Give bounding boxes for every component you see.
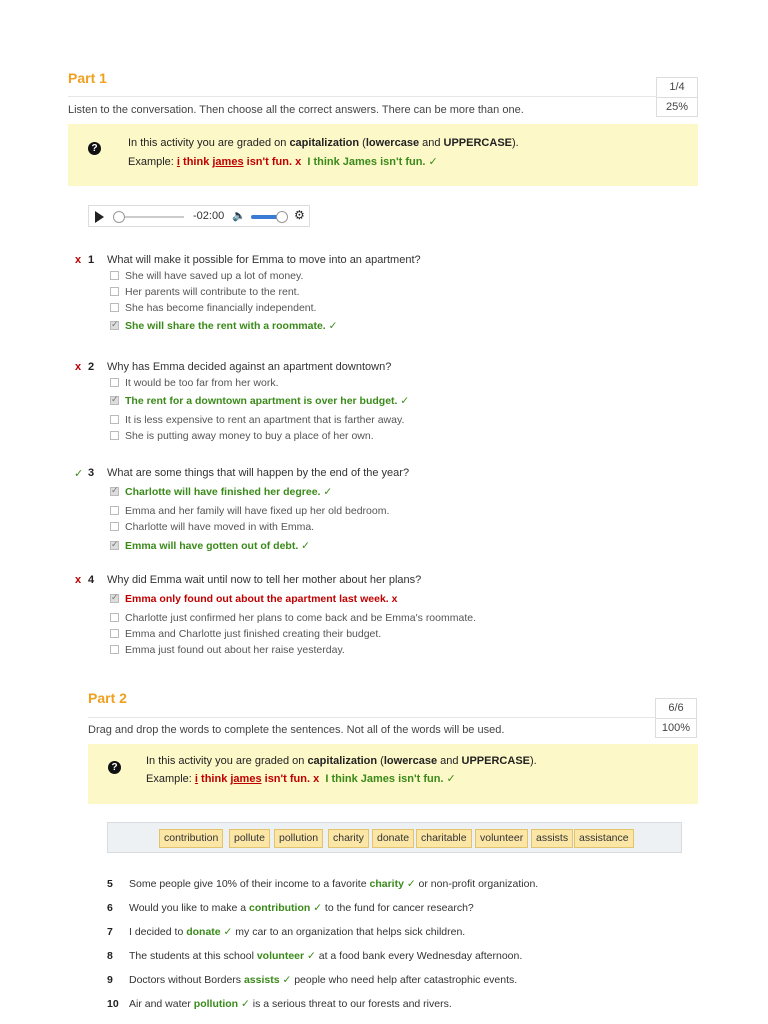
q1-option[interactable]: ✓She will share the rent with a roommate. ✓ — [110, 320, 337, 332]
q4-option[interactable]: Emma and Charlotte just finished creating their budget. — [110, 628, 381, 640]
part2-instructions: Drag and drop the words to complete the sentences. Not all of the words will be used. — [88, 724, 505, 736]
audio-player — [88, 205, 310, 227]
part2-score-percent: 100% — [656, 718, 696, 737]
q4-number: 4 — [88, 574, 95, 586]
q1-number: 1 — [88, 254, 95, 266]
sentence-row: 8 The students at this school volunteer ✓ at a food bank every Wednesday afternoon. — [107, 950, 523, 962]
part1-divider — [68, 96, 656, 97]
q3-result-mark: ✓ — [74, 468, 84, 480]
drop-slot[interactable]: assists ✓ — [243, 974, 292, 986]
word-chip[interactable]: pollute — [229, 829, 270, 848]
sentence-row: 6 Would you like to make a contribution ✓ to the fund for cancer research? — [107, 902, 474, 914]
checkbox[interactable] — [110, 645, 119, 654]
checkbox-checked[interactable] — [110, 541, 119, 550]
play-icon[interactable] — [95, 211, 104, 223]
q3-text: What are some things that will happen by the end of the year? — [107, 467, 410, 479]
audio-time: -02:00 — [193, 210, 225, 222]
word-bank — [107, 822, 682, 853]
q2-result-mark: x — [75, 361, 82, 373]
q4-option[interactable]: Emma just found out about her raise yesterday. — [110, 644, 345, 656]
wrong-mark-icon: x — [313, 773, 320, 785]
volume-icon[interactable]: 🔈 — [232, 210, 246, 222]
q4-result-mark: x — [75, 574, 82, 586]
part1-grading-note — [68, 124, 698, 186]
grading-note-line: In this activity you are graded on capitalization (lowercase and UPPERCASE). — [146, 755, 537, 767]
checkbox[interactable] — [110, 431, 119, 440]
q4-option[interactable]: ✓Emma only found out about the apartment last week. x — [110, 593, 397, 605]
checkbox[interactable] — [110, 271, 119, 280]
q2-option[interactable]: She is putting away money to buy a place of her own. — [110, 430, 374, 442]
q3-option[interactable]: ✓Charlotte will have finished her degree. ✓ — [110, 486, 332, 498]
word-chip[interactable]: pollution — [274, 829, 323, 848]
word-chip[interactable]: charitable — [416, 829, 472, 848]
q1-option[interactable]: Her parents will contribute to the rent. — [110, 286, 300, 298]
question-circle-icon: ? — [108, 761, 121, 774]
checkbox[interactable] — [110, 522, 119, 531]
q3-number: 3 — [88, 467, 95, 479]
checkbox-checked[interactable] — [110, 594, 119, 603]
part2-score-count: 6/6 — [668, 702, 684, 714]
part1-instructions: Listen to the conversation. Then choose all the correct answers. There can be more than one. — [68, 104, 524, 116]
part2-title: Part 2 — [88, 690, 127, 706]
part1-score-box — [656, 77, 698, 117]
word-chip[interactable]: contribution — [159, 829, 223, 848]
word-chip[interactable]: assists — [531, 829, 573, 848]
checkbox[interactable] — [110, 415, 119, 424]
word-chip[interactable]: assistance — [574, 829, 634, 848]
sentence-row: 5 Some people give 10% of their income to a favorite charity ✓ or non-profit organization. — [107, 878, 539, 890]
word-chip[interactable]: charity — [328, 829, 369, 848]
check-mark-icon: ✓ — [428, 156, 438, 168]
sentence-row: 7 I decided to donate ✓ my car to an organization that helps sick children. — [107, 926, 466, 938]
check-mark-icon: ✓ — [446, 773, 456, 785]
drop-slot[interactable]: charity ✓ — [369, 878, 416, 890]
q2-number: 2 — [88, 361, 95, 373]
drop-slot[interactable]: pollution ✓ — [193, 998, 250, 1010]
q1-option[interactable]: She has become financially independent. — [110, 302, 316, 314]
checkbox[interactable] — [110, 613, 119, 622]
part1-score-count: 1/4 — [669, 81, 685, 93]
grading-example-line: Example: i think james isn't fun. x I think James isn't fun. ✓ — [146, 773, 456, 785]
audio-progress-track[interactable] — [116, 216, 184, 218]
q1-text: What will make it possible for Emma to move into an apartment? — [107, 254, 421, 266]
word-chip[interactable]: donate — [372, 829, 414, 848]
sentence-row: 10 Air and water pollution ✓ is a serious threat to our forests and rivers. — [107, 998, 452, 1010]
part2-score-box — [655, 698, 697, 738]
q3-option[interactable]: Charlotte will have moved in with Emma. — [110, 521, 314, 533]
audio-progress-handle[interactable] — [113, 211, 125, 223]
checkbox-checked[interactable] — [110, 487, 119, 496]
checkbox[interactable] — [110, 506, 119, 515]
gear-icon[interactable]: ⚙ — [294, 208, 305, 222]
q3-option[interactable]: ✓Emma will have gotten out of debt. ✓ — [110, 540, 310, 552]
grading-note-line: In this activity you are graded on capitalization (lowercase and UPPERCASE). — [128, 137, 519, 149]
checkbox[interactable] — [110, 378, 119, 387]
part1-score-percent: 25% — [657, 97, 697, 116]
q4-text: Why did Emma wait until now to tell her mother about her plans? — [107, 574, 422, 586]
q1-option[interactable]: She will have saved up a lot of money. — [110, 270, 303, 282]
q2-text: Why has Emma decided against an apartment downtown? — [107, 361, 392, 373]
q4-option[interactable]: Charlotte just confirmed her plans to come back and be Emma's roommate. — [110, 612, 476, 624]
question-circle-icon: ? — [88, 142, 101, 155]
q2-option[interactable]: It would be too far from her work. — [110, 377, 278, 389]
word-chip[interactable]: volunteer — [475, 829, 528, 848]
wrong-mark-icon: x — [295, 156, 302, 168]
q2-option[interactable]: ✓The rent for a downtown apartment is over her budget. ✓ — [110, 395, 409, 407]
q3-option[interactable]: Emma and her family will have fixed up her old bedroom. — [110, 505, 389, 517]
q1-result-mark: x — [75, 254, 82, 266]
drop-slot[interactable]: volunteer ✓ — [256, 950, 316, 962]
checkbox[interactable] — [110, 287, 119, 296]
drop-slot[interactable]: contribution ✓ — [249, 902, 322, 914]
checkbox[interactable] — [110, 303, 119, 312]
q2-option[interactable]: It is less expensive to rent an apartment that is farther away. — [110, 414, 404, 426]
checkbox[interactable] — [110, 629, 119, 638]
volume-slider-handle[interactable] — [276, 211, 288, 223]
checkbox-checked[interactable] — [110, 396, 119, 405]
drop-slot[interactable]: donate ✓ — [186, 926, 233, 938]
sentence-row: 9 Doctors without Borders assists ✓ people who need help after catastrophic events. — [107, 974, 518, 986]
grading-example-line: Example: i think james isn't fun. x I think James isn't fun. ✓ — [128, 156, 438, 168]
part2-grading-note — [88, 744, 698, 804]
part2-divider — [88, 717, 655, 718]
checkbox-checked[interactable] — [110, 321, 119, 330]
part1-title: Part 1 — [68, 70, 107, 86]
